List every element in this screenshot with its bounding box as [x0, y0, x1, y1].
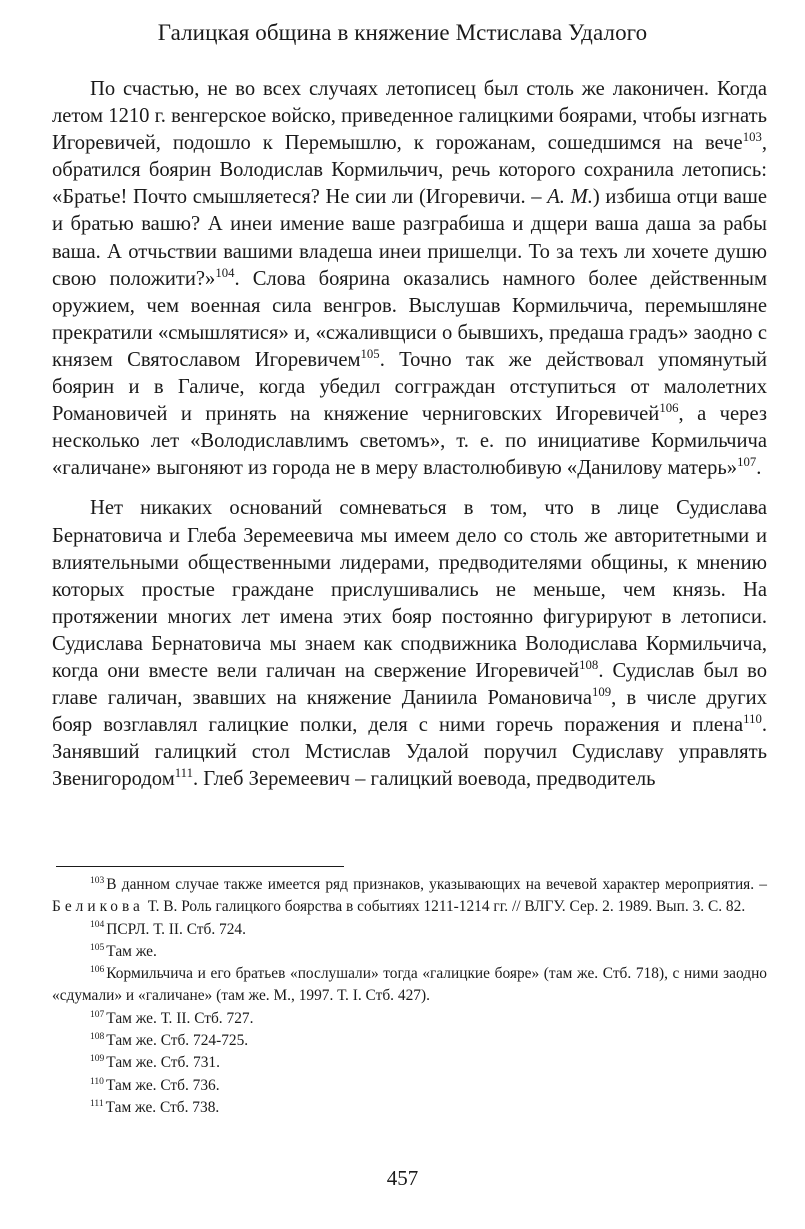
footnote-number: 104 [90, 919, 105, 931]
footnote [52, 1097, 767, 1119]
text-run: В данном случае также имеется ряд признаков, указывающих на вечевой характер мероприятия. – [106, 876, 767, 893]
running-head: Галицкая община в княжение Мстислава Удалого [157, 20, 648, 45]
text-run: По счастью, не во всех случаях летописец был столь же лаконичен. Когда летом 1210 г. венгерское войско, приведенное галицкими боярами, чтобы изгнать Игоревичей, подошло к Перемышлю, к горожанам, сошедшимся на вече [52, 78, 767, 155]
text-run: , в числе других бояр возглавлял галицкие полки, деля с ними горечь поражения и плена [52, 687, 767, 737]
text-run: Там же. Стб. 738. [105, 1098, 220, 1116]
footnote [52, 1008, 767, 1030]
text-run: . [756, 457, 762, 480]
footnote-ref: 107 [737, 455, 757, 470]
text-run: Там же. [106, 942, 157, 960]
author-name: Беликова [52, 898, 144, 916]
main-text [52, 76, 767, 793]
footnote-number: 108 [90, 1030, 105, 1042]
text-run: Там же. Стб. 731. [106, 1054, 220, 1072]
footnote [52, 1075, 767, 1097]
text-run: ПСРЛ. Т. II. Стб. 724. [106, 920, 246, 938]
footnote-number: 109 [90, 1053, 105, 1065]
footnote [52, 941, 767, 963]
footnote [52, 874, 767, 919]
footnote-number: 105 [90, 941, 105, 953]
footnote-divider [56, 866, 344, 867]
text-run: Т. В. Роль галицкого боярства в событиях 1211-1214 гг. // ВЛГУ. Сер. 2. 1989. Вып. 3. С. 82. [143, 898, 746, 916]
paragraph [52, 76, 767, 482]
footnotes [52, 874, 767, 1119]
footnote-number: 111 [90, 1097, 104, 1109]
footnote-ref: 111 [174, 766, 193, 781]
footnote-ref: 109 [591, 685, 612, 700]
italic-text: А. М. [547, 186, 593, 209]
paragraph [52, 495, 767, 793]
text-run: . Глеб Зеремеевич – галицкий воевода, предводитель [192, 768, 656, 791]
footnote-number: 103 [90, 874, 105, 886]
text-run: . Слова боярина оказались намного более действенным оружием, чем военная сила венгров. Выслушав Кормильчича, перемышляне прекратили «смышлятися» и, «сжаливщиси о бывшихъ, предаша градъ» заодно с князем Святославом Игоревичем [52, 267, 767, 371]
footnote-number: 106 [90, 964, 105, 976]
text-run: Кормильчича и его братьев «послушали» тогда «галицкие бояре» (там же. Стб. 718), с ними заодно «сдумали» и «галичане» (там же. М., 1997. Т. I. Стб. 427). [52, 965, 767, 1005]
footnote-ref: 110 [743, 712, 762, 727]
footnote-ref: 103 [742, 130, 762, 145]
footnote-ref: 108 [579, 658, 599, 673]
footnote-ref: 104 [215, 265, 235, 280]
text-run: ) избиша отци ваше и братью вашю? А инеи имение ваше разграбиша и дщери ваша даша за рабы ваша. А отчьствии вашими владеша инеи пришелци. То за техъ ли хочете душю свою положити?» [52, 186, 767, 290]
footnote-number: 110 [90, 1075, 104, 1087]
footnote [52, 919, 767, 941]
text-run: . Точно так же действовал упомянутый боярин и в Галиче, когда убедил согграждан отступиться от малолетних Романовичей и принять на княжение черниговских Игоревичей [52, 348, 767, 426]
text-run: Там же. Стб. 736. [105, 1076, 220, 1094]
text-run: . Занявший галицкий стол Мстислав Удалой поручил Судиславу управлять Звенигородом [52, 714, 767, 791]
text-run: , а через несколько лет «Володиславлимъ светомъ», т. е. по инициативе Кормильчича «галичане» выгоняют из города не в меру властолюбивую «Данилову матерь» [52, 403, 767, 480]
footnote [52, 963, 767, 1008]
footnote [52, 1052, 767, 1074]
text-run: . Судислав был во главе галичан, звавших на княжение Даниила Романовича [52, 659, 767, 710]
footnote [52, 1030, 767, 1052]
text-run: Нет никаких оснований сомневаться в том, что в лице Судислава Бернатовича и Глеба Зеремеевича мы имеем дело со столь же авторитетными и влиятельными общественными лидерами, предводителями общины, к мнению которых простые граждане прислушивались не меньше, чем князь. На протяжении многих лет имена этих бояр постоянно фигурируют в летописи. Судислава Бернатовича мы знаем как сподвижника Володислава Кормильчича, когда они вместе вели галичан на свержение Игоревичей [52, 497, 767, 682]
text-run: Там же. Стб. 724-725. [106, 1032, 249, 1050]
page-number: 457 [386, 1166, 419, 1190]
text-run: Там же. Т. II. Стб. 727. [106, 1009, 254, 1027]
footnote-ref: 105 [360, 347, 380, 362]
footnote-ref: 106 [659, 401, 679, 416]
footnote-number: 107 [90, 1008, 105, 1020]
text-run: , обратился боярин Володислав Кормильчич, речь которого сохранила летопись: «Братье! Почто смышляетеся? Не сии ли (Игоревичи. – [52, 132, 767, 209]
